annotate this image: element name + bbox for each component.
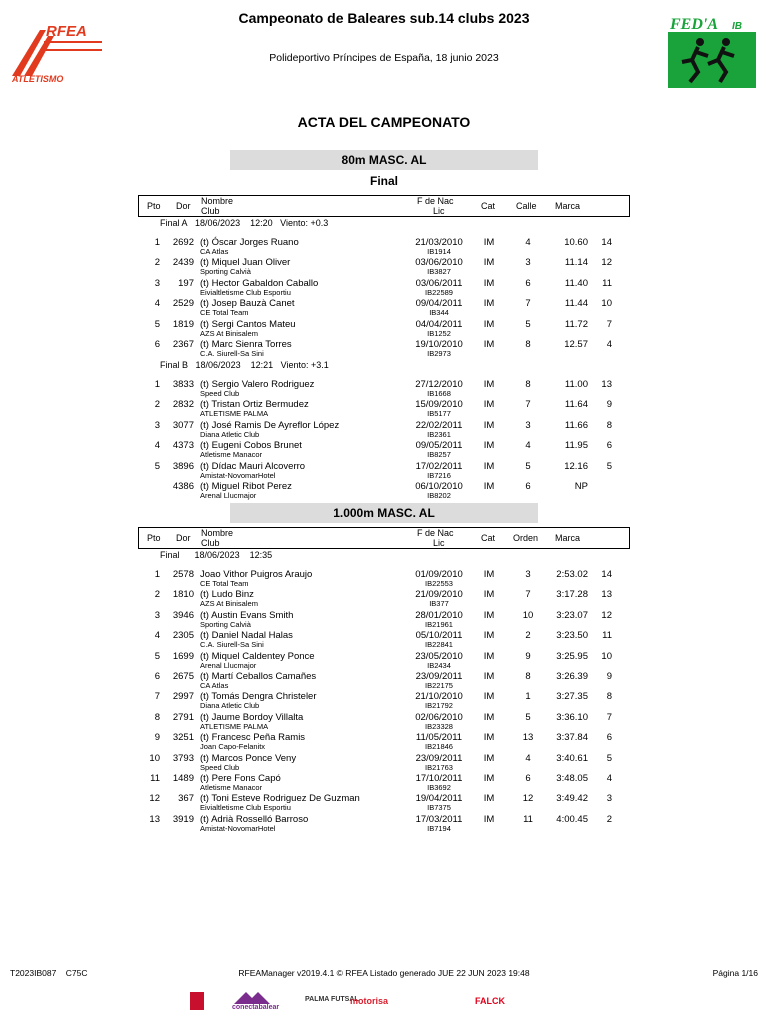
cell-lic: IB7216: [427, 470, 451, 480]
cell-lane: 4: [525, 440, 531, 452]
cell-mark: 3:36.10: [556, 711, 588, 723]
cell-name: (t) Tristan Ortiz Bermudez: [200, 399, 309, 411]
cell-cat: IM: [483, 419, 495, 431]
cell-fnac: 04/04/2011: [415, 318, 463, 330]
acta-title: ACTA DEL CAMPEONATO: [297, 114, 471, 130]
cell-fnac: 19/10/2010: [415, 339, 463, 350]
cell-pto: 2: [154, 399, 160, 411]
cell-lic: IB377: [429, 599, 449, 609]
svg-text:IB: IB: [732, 21, 742, 32]
cell-mark: 3:26.39: [556, 671, 588, 682]
cell-order: 10: [522, 609, 534, 621]
page-number: Página 1/16: [712, 968, 758, 978]
cell-club: Eivialtletisme Club Esportiu: [200, 287, 291, 297]
cell-pts: 14: [601, 569, 612, 580]
cell-lic: IB21763: [425, 762, 453, 772]
cell-pto: 3: [154, 419, 160, 431]
cell-mark: 3:37.84: [556, 732, 588, 744]
cell-cat: IM: [483, 630, 495, 642]
cell-cat: IM: [483, 277, 495, 289]
cell-order: 2: [525, 630, 531, 642]
cell-name: (t) Dídac Mauri Alcoverro: [200, 460, 306, 472]
cell-pts: 10: [601, 298, 612, 310]
cell-lic: IB22589: [425, 287, 453, 297]
table-row: [0, 569, 768, 589]
table-row: [0, 814, 768, 834]
cell-lane: 8: [525, 379, 531, 390]
cell-name: (t) Sergi Cantos Mateu: [200, 318, 296, 330]
cell-lic: IB1252: [427, 328, 451, 338]
cell-pto: 4: [154, 630, 160, 642]
cell-dor: 3896: [172, 460, 194, 472]
cell-pts: 10: [601, 650, 612, 662]
cell-name: (t) Toni Esteve Rodriguez De Guzman: [200, 793, 360, 805]
cell-mark: 3:49.42: [556, 793, 588, 805]
cell-mark: 3:25.95: [556, 650, 588, 662]
cell-pts: 7: [606, 711, 612, 723]
cell-dor: 3251: [172, 732, 194, 744]
cell-cat: IM: [483, 732, 495, 744]
cell-fnac: 28/01/2010: [415, 609, 463, 621]
cell-pto: 4: [154, 298, 160, 310]
cell-lane: 4: [525, 237, 531, 248]
footer-generator: RFEAManager v2019.4.1 © RFEA Listado generado JUE 22 JUN 2023 19:48: [238, 968, 530, 978]
cell-lic: IB22553: [425, 579, 453, 588]
cell-fnac: 21/09/2010: [415, 589, 463, 601]
cell-cat: IM: [483, 752, 495, 764]
cell-cat: IM: [483, 460, 495, 472]
cell-pto: 2: [154, 257, 160, 269]
cell-mark: NP: [574, 481, 588, 492]
cell-name: (t) Miguel Ribot Perez: [200, 481, 292, 492]
cell-pto: 1: [154, 569, 160, 580]
cell-order: 6: [525, 773, 531, 784]
cell-lane: 7: [525, 399, 531, 411]
cell-lic: IB22841: [425, 640, 453, 650]
cell-mark: 12.57: [564, 339, 588, 350]
cell-fnac: 03/06/2011: [415, 277, 463, 289]
cell-name: (t) Martí Ceballos Camañes: [200, 671, 317, 682]
column-header: Pto Dor Nombre Club F de Nac Lic Cat Orden Marca: [138, 527, 630, 549]
cell-fnac: 21/10/2010: [415, 691, 463, 703]
cell-club: C.A. Siurell-Sa Sini: [200, 349, 264, 358]
cell-fnac: 05/10/2011: [415, 630, 463, 642]
cell-order: 5: [525, 711, 531, 723]
cell-name: Joao Vithor Puigros Araujo: [200, 569, 313, 580]
cell-pto: 5: [154, 318, 160, 330]
cell-club: Joan Capo-Felanitx: [200, 742, 266, 752]
cell-club: Atletisme Manacor: [200, 783, 263, 792]
table-row: [0, 773, 768, 793]
cell-name: (t) Ludo Binz: [200, 589, 254, 601]
cell-mark: 11.95: [564, 440, 588, 452]
cell-pto: 1: [154, 237, 160, 248]
cell-lane: 6: [525, 277, 531, 289]
cell-pts: 2: [606, 813, 612, 825]
cell-lic: IB21961: [425, 619, 453, 629]
cell-mark: 11.44: [564, 298, 588, 310]
cell-dor: 2791: [172, 711, 194, 723]
cell-pto: 6: [154, 671, 160, 682]
cell-pts: 8: [606, 691, 612, 703]
cell-dor: 3919: [172, 813, 194, 825]
cell-name: (t) Pere Fons Capó: [200, 773, 281, 784]
cell-club: ATLETISME PALMA: [200, 409, 269, 419]
cell-fnac: 23/09/2011: [415, 671, 463, 682]
cell-pto: 1: [154, 379, 160, 390]
cell-pts: 11: [602, 277, 612, 289]
cell-cat: IM: [483, 711, 495, 723]
cell-cat: IM: [483, 813, 495, 825]
cell-fnac: 09/04/2011: [415, 298, 463, 310]
cell-dor: 1819: [172, 318, 194, 330]
cell-name: (t) Marcos Ponce Veny: [200, 752, 297, 764]
cell-mark: 3:27.35: [556, 691, 588, 703]
cell-fnac: 17/03/2011: [415, 813, 463, 825]
table-row: [0, 753, 768, 773]
cell-pto: 13: [149, 813, 160, 825]
cell-mark: 11.00: [564, 379, 588, 390]
cell-mark: 11.72: [564, 318, 588, 330]
cell-pto: 6: [154, 339, 160, 350]
cell-fnac: 01/09/2010: [415, 569, 463, 580]
column-header: Pto Dor Nombre Club F de Nac Lic Cat Calle Marca: [138, 195, 630, 217]
cell-mark: 11.64: [564, 399, 588, 411]
cell-lic: IB8257: [427, 450, 451, 460]
cell-dor: 4373: [172, 440, 194, 452]
cell-pts: 6: [606, 732, 612, 744]
cell-pto: 3: [154, 277, 160, 289]
table-row: [0, 399, 768, 419]
table-row: [0, 379, 768, 399]
cell-pto: 5: [154, 650, 160, 662]
table-row: [0, 339, 768, 359]
table-row: [0, 671, 768, 691]
cell-name: (t) Marc Sienra Torres: [200, 339, 292, 350]
cell-lic: IB1668: [427, 389, 451, 398]
cell-fnac: 11/05/2011: [415, 732, 463, 744]
cell-pts: 4: [606, 773, 612, 784]
cell-mark: 12.16: [564, 460, 588, 472]
cell-lic: IB23328: [425, 721, 453, 731]
govern-logo: [190, 992, 204, 1010]
cell-pto: 3: [154, 609, 160, 621]
cell-lane: 5: [525, 460, 531, 472]
cell-club: Sporting Calvià: [200, 619, 251, 629]
cell-order: 13: [522, 732, 534, 744]
cell-club: C.A. Siurell-Sa Sini: [200, 640, 264, 650]
cell-pto: 5: [154, 460, 160, 472]
cell-lane: 6: [525, 481, 531, 492]
cell-pto: 10: [149, 752, 160, 764]
cell-fnac: 03/06/2010: [415, 257, 463, 269]
cell-order: 9: [525, 650, 531, 662]
cell-club: Arenal Llucmajor: [200, 660, 257, 670]
cell-dor: 2529: [172, 298, 194, 310]
cell-pts: 5: [606, 460, 612, 472]
cell-cat: IM: [483, 318, 495, 330]
cell-pts: 13: [601, 589, 612, 601]
conectabalear-logo: conectabalear: [230, 990, 278, 1012]
cell-pts: 11: [602, 630, 612, 642]
cell-name: (t) Tomás Dengra Christeler: [200, 691, 317, 703]
heat-info: Final A 18/06/2023 12:20 Viento: +0.3: [160, 218, 329, 228]
cell-mark: 3:48.05: [556, 773, 588, 784]
cell-fnac: 06/10/2010: [415, 481, 463, 492]
cell-pto: 8: [154, 711, 160, 723]
cell-dor: 2997: [172, 691, 194, 703]
cell-lic: IB22175: [425, 681, 453, 690]
cell-lic: IB5177: [427, 409, 451, 419]
cell-name: (t) Josep Bauzà Canet: [200, 298, 295, 310]
cell-mark: 11.40: [564, 277, 588, 289]
cell-mark: 2:53.02: [556, 569, 588, 580]
cell-lic: IB3827: [427, 267, 451, 277]
cell-name: (t) Sergio Valero Rodriguez: [200, 379, 315, 390]
cell-mark: 4:00.45: [556, 813, 588, 825]
cell-cat: IM: [483, 379, 495, 390]
cell-cat: IM: [483, 691, 495, 703]
table-row: [0, 319, 768, 339]
table-row: [0, 691, 768, 711]
cell-order: 3: [525, 569, 531, 580]
cell-lic: IB1914: [427, 247, 451, 256]
cell-lic: IB344: [429, 308, 449, 318]
cell-fnac: 17/10/2011: [415, 773, 463, 784]
table-row: [0, 589, 768, 609]
table-row: [0, 732, 768, 752]
cell-dor: 3077: [172, 419, 194, 431]
cell-dor: 197: [178, 277, 194, 289]
cell-club: CA Atlas: [200, 247, 229, 256]
svg-text:FED'A: FED'A: [670, 16, 719, 33]
cell-cat: IM: [483, 399, 495, 411]
table-row: [0, 237, 768, 257]
table-row: [0, 610, 768, 630]
cell-pto: 11: [150, 773, 160, 784]
cell-lane: 5: [525, 318, 531, 330]
cell-cat: IM: [483, 237, 495, 248]
cell-fnac: 23/05/2010: [415, 650, 463, 662]
cell-club: Diana Atletic Club: [200, 701, 260, 711]
cell-fnac: 27/12/2010: [415, 379, 463, 390]
cell-pts: 7: [606, 318, 612, 330]
cell-pts: 12: [601, 609, 612, 621]
cell-fnac: 17/02/2011: [415, 460, 463, 472]
cell-lic: IB2973: [427, 349, 451, 358]
cell-name: (t) Daniel Nadal Halas: [200, 630, 293, 642]
cell-pto: 7: [154, 691, 160, 703]
cell-cat: IM: [483, 569, 495, 580]
cell-club: Atletisme Manacor: [200, 450, 263, 460]
cell-name: (t) Óscar Jorges Ruano: [200, 237, 299, 248]
cell-lane: 7: [525, 298, 531, 310]
cell-name: (t) Miquel Caldentey Ponce: [200, 650, 315, 662]
cell-fnac: 15/09/2010: [415, 399, 463, 411]
cell-cat: IM: [483, 589, 495, 601]
cell-dor: 1810: [172, 589, 194, 601]
cell-pto: 4: [154, 440, 160, 452]
cell-dor: 1489: [172, 773, 194, 784]
cell-name: (t) Adrià Rosselló Barroso: [200, 813, 309, 825]
svg-text:RFEA: RFEA: [46, 23, 87, 40]
cell-lic: IB2434: [427, 660, 451, 670]
footer-code: T2023IB087 C75C: [10, 968, 88, 978]
cell-club: CE Total Team: [200, 308, 249, 318]
cell-club: Speed Club: [200, 389, 240, 398]
cell-lic: IB7375: [427, 803, 451, 813]
motorisa-logo: motorisa: [350, 996, 389, 1006]
cell-fnac: 22/02/2011: [415, 419, 463, 431]
cell-order: 8: [525, 671, 531, 682]
cell-lane: 8: [525, 339, 531, 350]
cell-cat: IM: [483, 650, 495, 662]
cell-pts: 8: [606, 419, 612, 431]
cell-order: 12: [522, 793, 534, 805]
table-row: [0, 257, 768, 277]
cell-lic: IB21792: [425, 701, 453, 711]
cell-cat: IM: [483, 440, 495, 452]
event-title: 1.000m MASC. AL: [230, 503, 538, 523]
event-title: 80m MASC. AL: [230, 150, 538, 170]
cell-club: Amistat-NovomarHotel: [200, 470, 276, 480]
cell-pts: 9: [606, 399, 612, 411]
cell-fnac: 21/03/2010: [415, 237, 463, 248]
cell-name: (t) Austin Evans Smith: [200, 609, 294, 621]
cell-club: CA Atlas: [200, 681, 229, 690]
round-title: Final: [369, 174, 398, 188]
cell-club: Amistat-NovomarHotel: [200, 823, 276, 833]
table-row: [0, 481, 768, 501]
cell-order: 1: [525, 691, 531, 703]
cell-lane: 3: [525, 419, 531, 431]
cell-club: CE Total Team: [200, 579, 249, 588]
cell-lic: IB7194: [427, 823, 451, 833]
cell-pts: 3: [606, 793, 612, 805]
table-row: [0, 461, 768, 481]
table-row: [0, 420, 768, 440]
cell-cat: IM: [483, 773, 495, 784]
cell-order: 7: [525, 589, 531, 601]
heat-info: Final B 18/06/2023 12:21 Viento: +3.1: [160, 360, 329, 370]
venue-date: Polideportivo Príncipes de España, 18 junio 2023: [269, 52, 499, 64]
table-row: [0, 298, 768, 318]
cell-name: (t) Hector Gabaldon Caballo: [200, 277, 319, 289]
cell-name: (t) Jaume Bordoy Villalta: [200, 711, 304, 723]
cell-mark: 11.66: [564, 419, 588, 431]
cell-pto: 12: [149, 793, 160, 805]
cell-order: 11: [523, 813, 533, 825]
cell-lic: IB3692: [427, 783, 451, 792]
cell-name: (t) Francesc Peña Ramis: [200, 732, 306, 744]
cell-pts: 14: [601, 237, 612, 248]
heat-info: Final 18/06/2023 12:35: [160, 550, 273, 560]
cell-fnac: 02/06/2010: [415, 711, 463, 723]
cell-pts: 4: [606, 339, 612, 350]
cell-club: Speed Club: [200, 762, 240, 772]
cell-mark: 3:40.61: [556, 752, 588, 764]
cell-cat: IM: [483, 609, 495, 621]
cell-club: Sporting Calvià: [200, 267, 251, 277]
sponsor-bar: [190, 988, 590, 1016]
cell-cat: IM: [483, 257, 495, 269]
cell-pts: 5: [606, 752, 612, 764]
cell-dor: 2367: [172, 339, 194, 350]
cell-club: Arenal Llucmajor: [200, 491, 257, 500]
cell-lic: IB8202: [427, 491, 451, 500]
cell-fnac: 23/09/2011: [415, 752, 463, 764]
cell-mark: 11.14: [564, 257, 588, 269]
cell-dor: 2439: [172, 257, 194, 269]
cell-dor: 3793: [172, 752, 194, 764]
cell-cat: IM: [483, 793, 495, 805]
cell-club: ATLETISME PALMA: [200, 721, 269, 731]
cell-pto: 2: [154, 589, 160, 601]
svg-text:ATLETISMO: ATLETISMO: [12, 74, 64, 84]
cell-dor: 3946: [172, 609, 194, 621]
cell-dor: 2675: [172, 671, 194, 682]
cell-name: (t) José Ramis De Ayreflor López: [200, 419, 340, 431]
table-row: [0, 440, 768, 460]
table-row: [0, 278, 768, 298]
cell-cat: IM: [483, 671, 495, 682]
cell-dor: 2692: [172, 237, 194, 248]
cell-pto: 9: [154, 732, 160, 744]
cell-name: (t) Miquel Juan Oliver: [200, 257, 291, 269]
cell-dor: 1699: [172, 650, 194, 662]
cell-club: Eivialtletisme Club Esportiu: [200, 803, 291, 813]
table-row: [0, 630, 768, 650]
table-row: [0, 793, 768, 813]
cell-pts: 12: [601, 257, 612, 269]
cell-cat: IM: [483, 339, 495, 350]
page-title: Campeonato de Baleares sub.14 clubs 2023: [238, 10, 530, 26]
cell-pts: 13: [601, 379, 612, 390]
cell-order: 4: [525, 752, 531, 764]
cell-fnac: 19/04/2011: [415, 793, 463, 805]
table-row: [0, 712, 768, 732]
cell-lic: IB21846: [425, 742, 453, 752]
cell-lane: 3: [525, 257, 531, 269]
cell-dor: 3833: [172, 379, 194, 390]
cell-lic: IB2361: [427, 429, 451, 439]
table-row: [0, 651, 768, 671]
cell-fnac: 09/05/2011: [415, 440, 463, 452]
cell-pts: 9: [606, 671, 612, 682]
cell-club: Diana Atletic Club: [200, 429, 260, 439]
cell-dor: 2832: [172, 399, 194, 411]
cell-cat: IM: [483, 481, 495, 492]
cell-club: AZS At Binisalem: [200, 599, 258, 609]
cell-dor: 367: [178, 793, 194, 805]
cell-club: AZS At Binisalem: [200, 328, 258, 338]
cell-pts: 6: [606, 440, 612, 452]
falck-logo: FALCK: [475, 996, 505, 1006]
cell-mark: 3:23.07: [556, 609, 588, 621]
cell-mark: 3:23.50: [556, 630, 588, 642]
cell-dor: 2578: [172, 569, 194, 580]
cell-name: (t) Eugeni Cobos Brunet: [200, 440, 302, 452]
cell-dor: 4386: [172, 481, 194, 492]
cell-mark: 3:17.28: [556, 589, 588, 601]
cell-cat: IM: [483, 298, 495, 310]
palma-futsal-logo: PALMA FUTSAL: [305, 996, 359, 1003]
cell-dor: 2305: [172, 630, 194, 642]
cell-mark: 10.60: [564, 237, 588, 248]
